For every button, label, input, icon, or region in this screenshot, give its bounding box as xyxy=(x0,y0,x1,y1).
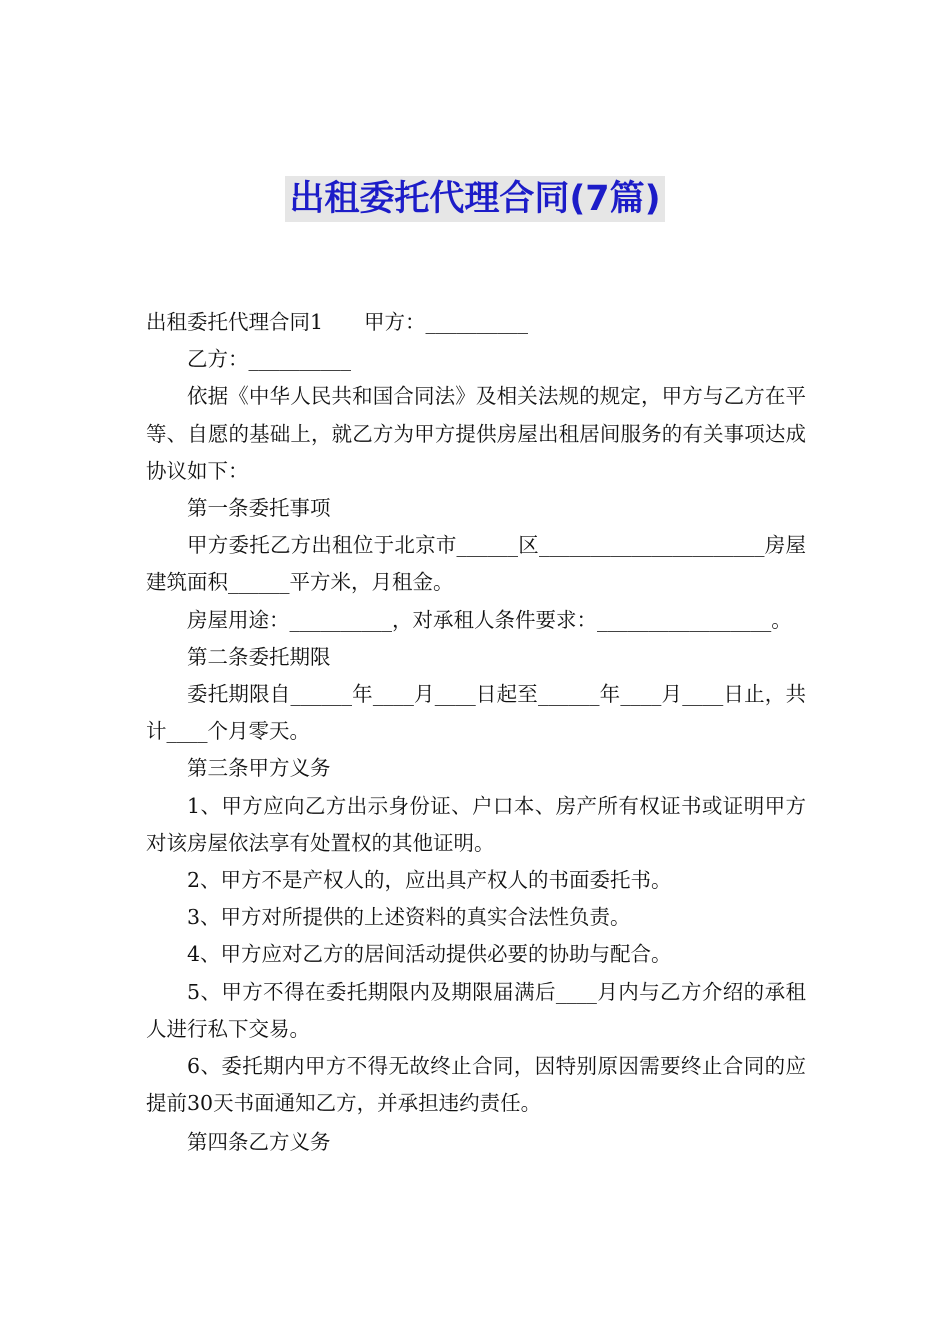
document-title: 出租委托代理合同(7篇) xyxy=(285,176,664,222)
article-1-usage-paragraph: 房屋用途：__________，对承租人条件要求：_________________。 xyxy=(187,607,792,632)
party-b-line: 乙方：__________ xyxy=(187,347,351,372)
article-3-item-3: 3、甲方对所提供的上述资料的真实合法性负责。 xyxy=(187,905,631,930)
article-1-heading: 第一条委托事项 xyxy=(187,496,331,521)
article-4-heading: 第四条乙方义务 xyxy=(187,1130,331,1155)
contract-heading-line: 出租委托代理合同1 甲方：__________ xyxy=(146,310,529,334)
article-3-item-2: 2、甲方不是产权人的，应出具产权人的书面委托书。 xyxy=(187,868,672,893)
article-2-heading: 第二条委托期限 xyxy=(187,644,331,669)
article-3-heading: 第三条甲方义务 xyxy=(187,756,331,781)
title-container xyxy=(0,176,950,222)
article-2-term-paragraph: 委托期限自______年____月____日起至______年____月____日止，共计____个月零天。 xyxy=(146,682,806,744)
article-3-item-6: 6、委托期内甲方不得无故终止合同，因特别原因需要终止合同的应提前30天书面通知乙方，并承担违约责任。 xyxy=(146,1054,806,1116)
article-3-item-4: 4、甲方应对乙方的居间活动提供必要的协助与配合。 xyxy=(187,942,672,967)
article-3-item-5: 5、甲方不得在委托期限内及期限届满后____月内与乙方介绍的承租人进行私下交易。 xyxy=(146,979,806,1041)
preamble-paragraph: 依据《中华人民共和国合同法》及相关法规的规定，甲方与乙方在平等、自愿的基础上，就乙方为甲方提供房屋出租居间服务的有关事项达成协议如下： xyxy=(146,384,806,483)
article-1-location-paragraph: 甲方委托乙方出租位于北京市______区______________________房屋建筑面积______平方米，月租金。 xyxy=(146,533,806,595)
article-3-item-1: 1、甲方应向乙方出示身份证、户口本、房产所有权证书或证明甲方对该房屋依法享有处置权的其他证明。 xyxy=(146,793,806,855)
document-body xyxy=(146,304,806,1162)
